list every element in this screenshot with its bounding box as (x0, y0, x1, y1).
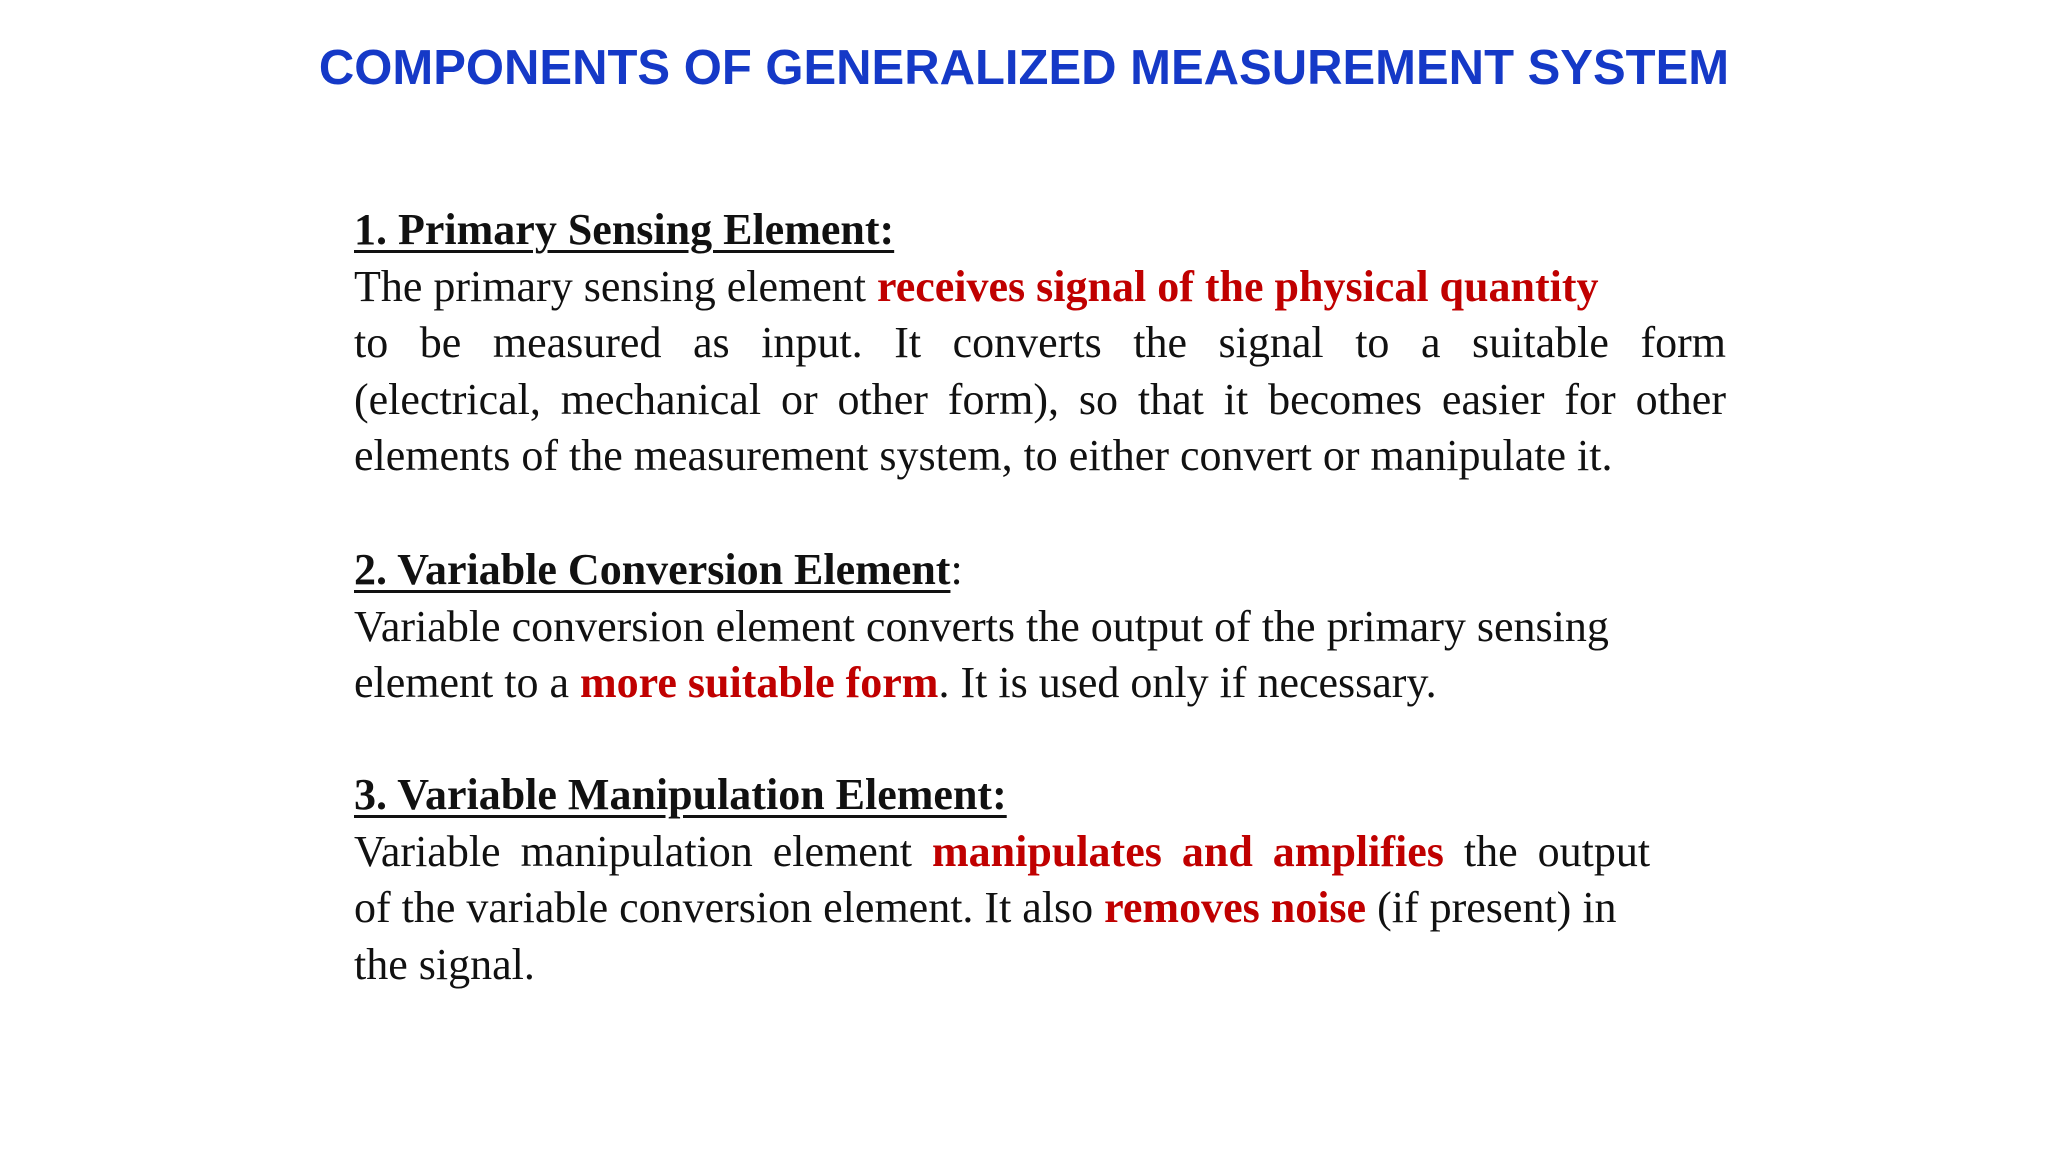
highlight-text: removes noise (1104, 883, 1367, 933)
section-heading: 1. Primary Sensing Element: (354, 205, 895, 254)
paragraph-line (354, 880, 1728, 937)
section-heading: 2. Variable Conversion Element (354, 545, 951, 594)
text-run: of the variable conversion element. It also (354, 883, 1105, 933)
paragraph-line (354, 259, 1699, 316)
paragraph-line: Variable conversion element converts the output of the primary sensing (354, 601, 1609, 651)
text-run: Variable manipulation element (354, 826, 933, 876)
section-variable-manipulation-element (354, 767, 1728, 993)
paragraph-line: (electrical, mechanical or other form), so that it becomes easier for other (354, 374, 1726, 424)
paragraph-line (354, 824, 1728, 881)
highlight-text: more suitable form (580, 658, 939, 708)
text-run: (if present) in (1366, 883, 1617, 933)
paragraph-line: to be measured as input. It converts the signal to a suitable form (354, 318, 1726, 368)
slide-title: COMPONENTS OF GENERALIZED MEASUREMENT SYSTEM (318, 41, 1730, 95)
section-primary-sensing-element (354, 202, 1728, 485)
paragraph-line (354, 655, 1728, 712)
text-run: The primary sensing element (354, 261, 877, 311)
paragraph-line: the signal. (354, 939, 535, 989)
heading-colon: : (950, 545, 963, 594)
paragraph-line: elements of the measurement system, to either convert or manipulate it. (354, 431, 1613, 481)
text-run: . It is used only if necessary. (938, 658, 1437, 708)
section-variable-conversion-element (354, 542, 1728, 712)
section-heading: 3. Variable Manipulation Element: (354, 770, 1007, 819)
text-run: element to a (354, 658, 581, 708)
text-run: the output (1443, 826, 1651, 876)
highlight-text: manipulates and amplifies (932, 826, 1444, 876)
highlight-text: receives signal of the physical quantity (876, 261, 1599, 311)
